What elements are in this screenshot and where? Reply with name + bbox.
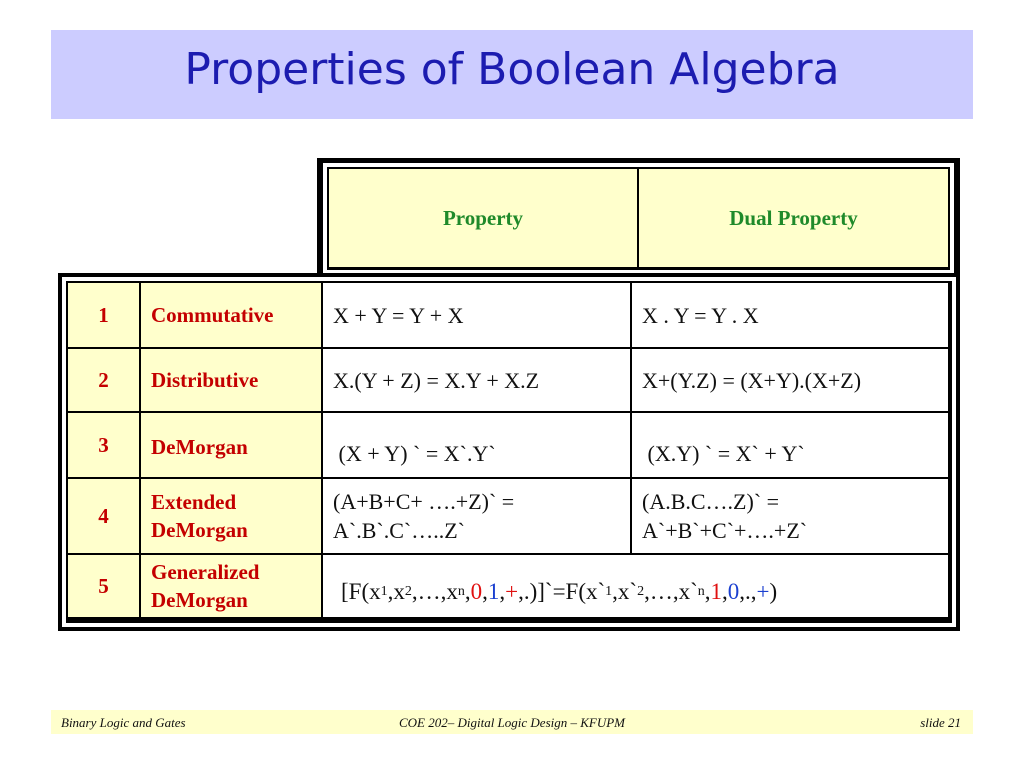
footer-left: Binary Logic and Gates — [61, 715, 186, 730]
dual-expression: X . Y = Y . X — [632, 283, 948, 347]
slide-title: Properties of Boolean Algebra — [184, 44, 840, 95]
properties-table — [58, 273, 960, 631]
property-expression: X + Y = Y + X — [323, 283, 630, 347]
title-bar — [51, 30, 973, 119]
property-expression: (X + Y) ` = X`.Y` — [323, 413, 630, 477]
expression-line: (A+B+C+ ….+Z)` = — [333, 489, 515, 514]
property-name-line: DeMorgan — [151, 518, 248, 542]
table-header — [317, 158, 960, 279]
row-number: 3 — [68, 413, 139, 477]
dual-expression: (X.Y) ` = X` + Y` — [632, 413, 948, 477]
row-number: 1 — [68, 283, 139, 347]
property-expression: X.(Y + Z) = X.Y + X.Z — [323, 349, 630, 411]
slide-number: slide 21 — [920, 715, 961, 730]
row-number: 4 — [68, 479, 139, 553]
property-name — [141, 479, 321, 553]
property-name-line: Generalized — [151, 560, 260, 584]
footer-center: COE 202– Digital Logic Design – KFUPM — [398, 715, 626, 730]
expression-line: (A.B.C….Z)` = — [642, 489, 780, 514]
property-name: Commutative — [141, 283, 321, 347]
dual-expression — [632, 479, 948, 553]
property-expression — [323, 479, 630, 553]
expression-line: A`+B`+C`+….+Z` — [642, 518, 808, 543]
header-property: Property — [329, 169, 637, 267]
footer — [51, 710, 973, 734]
expression-line: A`.B`.C`…..Z` — [333, 518, 465, 543]
row-number: 5 — [68, 555, 139, 617]
property-name: Distributive — [141, 349, 321, 411]
header-dual-property: Dual Property — [639, 169, 948, 267]
property-name: DeMorgan — [141, 413, 321, 477]
property-name-line: Extended — [151, 490, 237, 514]
dual-expression: X+(Y.Z) = (X+Y).(X+Z) — [632, 349, 948, 411]
row-number: 2 — [68, 349, 139, 411]
property-name — [141, 555, 321, 617]
generalized-demorgan-expression: [F(x 1 ,x 2 ,…,x n , 0 , 1 , + ,.)]`=F(x` 1 ,x` 2 ,…,x` n , 1 , 0 ,., + ) — [323, 555, 948, 617]
property-name-line: DeMorgan — [151, 588, 248, 612]
